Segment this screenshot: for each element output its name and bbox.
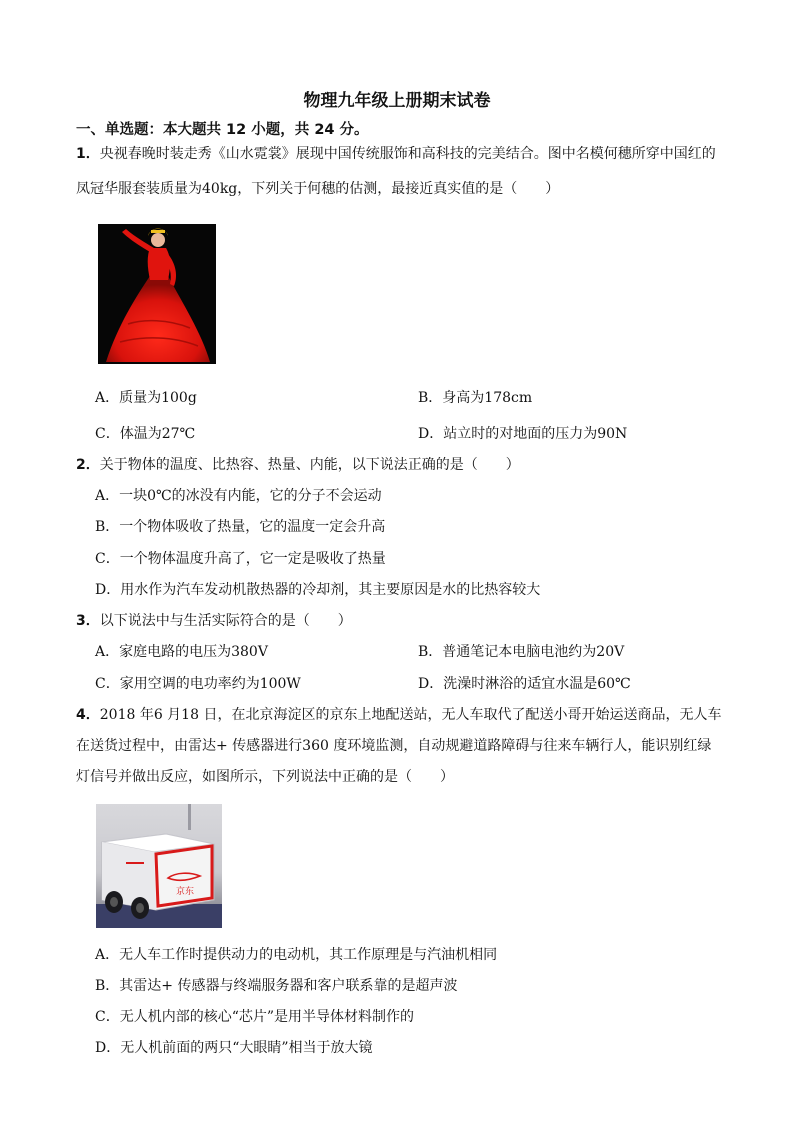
question-2-option-d: D．用水作为汽车发动机散热器的冷却剂，其主要原因是水的比热容较大 <box>95 582 541 598</box>
figure-delivery-robot-photo <box>96 804 222 928</box>
question-text: 以下说法中与生活实际符合的是（ ） <box>99 613 352 629</box>
question-number: 1． <box>76 146 100 162</box>
question-1-line-1 <box>76 144 716 164</box>
question-4-option-d: D．无人机前面的两只“大眼睛”相当于放大镜 <box>95 1040 373 1056</box>
page-title: 物理九年级上册期末试卷 <box>303 91 491 111</box>
delivery-robot-illustration <box>96 804 222 928</box>
question-1-option-d: D．站立时的对地面的压力为90N <box>418 426 628 442</box>
question-text: 央视春晚时装走秀《山水霓裳》展现中国传统服饰和高科技的完美结合。图中名模何穗所穿中国红的 <box>99 146 716 162</box>
figure-red-gown-photo <box>98 224 216 364</box>
question-4-option-b: B．其雷达+ 传感器与终端服务器和客户联系靠的是超声波 <box>95 978 458 994</box>
question-3-option-b: B．普通笔记本电脑电池约为20V <box>418 644 625 660</box>
question-3-option-d: D．洗澡时淋浴的适宜水温是60℃ <box>418 676 631 692</box>
question-1-option-c: C．体温为27℃ <box>95 426 196 442</box>
question-4-line-2: 在送货过程中，由雷达+ 传感器进行360 度环境监测，自动规避道路障碍与往来车辆行人，能识别红绿 <box>76 738 712 754</box>
section-heading: 一、单选题：本大题共 12 小题，共 24 分。 <box>76 122 369 138</box>
question-3-line-1 <box>76 611 352 631</box>
question-number: 3． <box>76 613 100 629</box>
question-2-option-b: B．一个物体吸收了热量，它的温度一定会升高 <box>95 519 386 535</box>
question-2-line-1 <box>76 455 520 475</box>
question-text: 2018 年6 月18 日，在北京海淀区的京东上地配送站，无人车取代了配送小哥开始运送商品，无人车 <box>99 707 722 723</box>
question-1-option-a: A．质量为100g <box>95 390 197 406</box>
question-3-option-a: A．家庭电路的电压为380V <box>95 644 268 660</box>
question-1-line-2: 凤冠华服套装质量为40kg，下列关于何穗的估测，最接近真实值的是（ ） <box>76 181 560 197</box>
question-2-option-c: C．一个物体温度升高了，它一定是吸收了热量 <box>95 551 386 567</box>
question-2-option-a: A．一块0℃的冰没有内能，它的分子不会运动 <box>95 488 382 504</box>
red-gown-illustration <box>98 224 216 364</box>
question-4-line-1 <box>76 705 721 725</box>
question-number: 4． <box>76 707 100 723</box>
question-number: 2． <box>76 457 100 473</box>
robot-logo-text: 京东 <box>176 887 195 897</box>
question-4-option-a: A．无人车工作时提供动力的电动机，其工作原理是与汽油机相同 <box>95 947 498 963</box>
question-3-option-c: C．家用空调的电功率约为100W <box>95 676 301 692</box>
question-1-option-b: B．身高为178cm <box>418 390 533 406</box>
question-4-line-3: 灯信号并做出反应，如图所示，下列说法中正确的是（ ） <box>76 769 454 785</box>
question-text: 关于物体的温度、比热容、热量、内能，以下说法正确的是（ ） <box>99 457 520 473</box>
question-4-option-c: C．无人机内部的核心“芯片”是用半导体材料制作的 <box>95 1009 415 1025</box>
